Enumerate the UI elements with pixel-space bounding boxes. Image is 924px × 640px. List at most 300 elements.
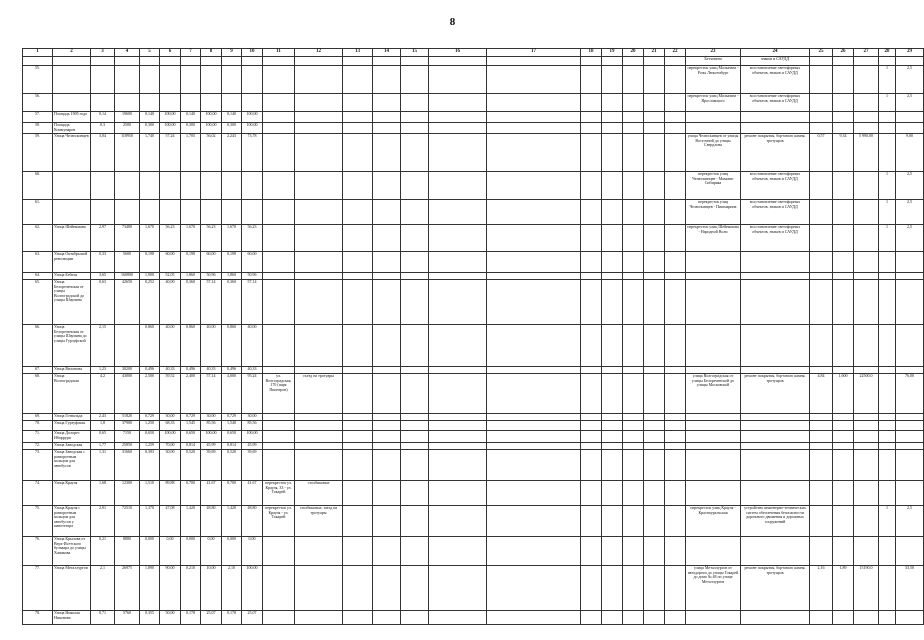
table-cell: [429, 252, 487, 273]
table-cell: 9,34: [833, 134, 854, 172]
table-cell: восстановление светофорных объектов, знаков и САУДД: [741, 94, 810, 112]
table-cell: [91, 57, 115, 66]
table-cell: [429, 443, 487, 450]
table-cell: [833, 225, 854, 252]
table-cell: [295, 172, 343, 200]
table-cell: 70,00: [160, 443, 181, 450]
table-cell: [623, 172, 644, 200]
table-cell: [686, 273, 741, 280]
table-cell: [401, 325, 429, 367]
table-cell: Улица Николая Никонова: [53, 611, 91, 625]
table-cell: [879, 611, 896, 625]
header-cell: 14: [373, 49, 401, 57]
table-cell: [401, 450, 429, 481]
table-cell: 40,00: [160, 325, 181, 367]
header-cell: 1: [23, 49, 53, 57]
table-cell: [91, 94, 115, 112]
header-cell: 16: [429, 49, 487, 57]
table-cell: [686, 443, 741, 450]
table-cell: 0,140: [222, 112, 242, 123]
table-row: [23, 280, 924, 325]
table-cell: [581, 611, 602, 625]
table-cell: [833, 57, 854, 66]
table-cell: 50,00: [160, 611, 181, 625]
table-cell: 0,3: [91, 123, 115, 134]
table-cell: [665, 280, 686, 325]
table-cell: [644, 506, 665, 537]
table-cell: 70.: [23, 421, 53, 431]
table-cell: [581, 414, 602, 421]
page-number: 8: [449, 16, 456, 28]
table-cell: Улица Шейнкмана: [53, 225, 91, 252]
table-cell: 0,198: [140, 252, 160, 273]
table-cell: 1,89: [833, 566, 854, 611]
table-cell: [581, 123, 602, 134]
table-cell: восстановление светофорных объектов, знаков и САУДД: [741, 225, 810, 252]
table-cell: [429, 134, 487, 172]
table-cell: [91, 66, 115, 94]
table-cell: 100,00: [201, 431, 222, 443]
header-cell: 10: [242, 49, 263, 57]
table-cell: [429, 200, 487, 225]
table-row: [23, 450, 924, 481]
table-cell: [295, 252, 343, 273]
table-cell: [810, 443, 833, 450]
table-cell: [487, 280, 581, 325]
table-cell: [665, 537, 686, 566]
table-cell: 1,510: [140, 481, 160, 506]
table-cell: [602, 112, 623, 123]
table-cell: [879, 325, 896, 367]
table-row: [23, 566, 924, 611]
table-cell: [115, 200, 140, 225]
table-cell: [623, 450, 644, 481]
table-cell: Улица Белореченская от улицы Шаумяна до улицы Гурзуфской: [53, 325, 91, 367]
table-cell: [896, 443, 924, 450]
table-cell: [115, 94, 140, 112]
table-cell: [581, 200, 602, 225]
table-cell: 57,24: [160, 134, 181, 172]
table-cell: Улица Металлургов: [53, 566, 91, 611]
table-cell: [429, 421, 487, 431]
table-cell: 0,520: [181, 450, 201, 481]
table-cell: восстановление светофорных объектов, знаков и САУДД: [741, 66, 810, 94]
table-cell: [665, 94, 686, 112]
table-cell: [263, 325, 295, 367]
table-cell: [644, 611, 665, 625]
table-cell: 2,5: [896, 506, 924, 537]
table-cell: [343, 66, 373, 94]
table-cell: [343, 537, 373, 566]
table-cell: [343, 431, 373, 443]
table-cell: [741, 443, 810, 450]
table-cell: [833, 273, 854, 280]
table-cell: Бетховена: [686, 57, 741, 66]
table-cell: [741, 123, 810, 134]
table-cell: 51820: [115, 414, 140, 421]
table-cell: 1: [879, 172, 896, 200]
table-cell: [879, 421, 896, 431]
table-cell: ремонт покрытия, бортового камня, тротуаров: [741, 374, 810, 414]
table-cell: [222, 66, 242, 94]
table-cell: [686, 123, 741, 134]
table-row: [23, 94, 924, 112]
table-cell: [665, 57, 686, 66]
table-cell: [896, 273, 924, 280]
table-cell: 61.: [23, 200, 53, 225]
table-cell: [602, 443, 623, 450]
table-cell: [343, 200, 373, 225]
table-cell: 2500: [115, 123, 140, 134]
table-cell: [623, 134, 644, 172]
table-cell: [665, 325, 686, 367]
table-cell: 100,00: [201, 112, 222, 123]
table-cell: [53, 172, 91, 200]
table-cell: [115, 325, 140, 367]
table-cell: 2,5: [896, 200, 924, 225]
table-cell: [644, 325, 665, 367]
table-cell: [91, 172, 115, 200]
table-cell: [602, 421, 623, 431]
table-cell: [429, 273, 487, 280]
table-cell: [602, 94, 623, 112]
table-row: [23, 506, 924, 537]
table-cell: [581, 112, 602, 123]
table-cell: [487, 611, 581, 625]
table-cell: [741, 280, 810, 325]
table-cell: Площадь Коммунаров: [53, 123, 91, 134]
table-cell: [623, 537, 644, 566]
table-cell: ремонт покрытия, бортового камня, тротуаров: [741, 566, 810, 611]
table-cell: [623, 481, 644, 506]
table-row: [23, 225, 924, 252]
table-cell: [896, 280, 924, 325]
table-cell: [429, 506, 487, 537]
table-cell: [401, 481, 429, 506]
table-cell: [623, 367, 644, 374]
table-cell: 100,00: [160, 123, 181, 134]
table-cell: перекресток улиц Малыгина - Ярославского: [686, 94, 741, 112]
table-cell: перекресток улиц Челюскинцев - Мамина-Сибиряка: [686, 172, 741, 200]
table-cell: 160800: [115, 273, 140, 280]
table-cell: [810, 506, 833, 537]
table-cell: 57,14: [201, 374, 222, 414]
table-cell: [222, 94, 242, 112]
table-cell: [429, 94, 487, 112]
table-cell: 2,5: [896, 94, 924, 112]
table-cell: [263, 431, 295, 443]
table-cell: [373, 225, 401, 252]
table-cell: [295, 450, 343, 481]
table-cell: 1,670: [140, 225, 160, 252]
table-cell: 0,300: [140, 123, 160, 134]
table-cell: [487, 123, 581, 134]
table-cell: [373, 200, 401, 225]
table-cell: 60,00: [160, 252, 181, 273]
table-cell: [741, 273, 810, 280]
table-cell: 55.: [23, 66, 53, 94]
table-cell: [401, 134, 429, 172]
table-cell: [373, 450, 401, 481]
table-cell: [644, 537, 665, 566]
table-cell: [854, 325, 879, 367]
table-cell: [896, 431, 924, 443]
table-cell: знаков и САУДД: [741, 57, 810, 66]
table-cell: [623, 421, 644, 431]
table-cell: 5 990,00: [854, 134, 879, 172]
table-cell: 0,360: [181, 280, 201, 325]
table-cell: устройство инженерно-технических систем обеспечения безопасности дорожного движения и дорожных сооружений: [741, 506, 810, 537]
table-cell: [854, 273, 879, 280]
table-cell: [429, 537, 487, 566]
table-cell: [896, 112, 924, 123]
table-cell: 1,545: [181, 421, 201, 431]
table-cell: 64.: [23, 273, 53, 280]
table-cell: [295, 200, 343, 225]
table-cell: [140, 200, 160, 225]
table-cell: 47,08: [160, 506, 181, 537]
table-cell: [623, 506, 644, 537]
table-cell: 2,15: [91, 325, 115, 367]
table-cell: 31660: [115, 450, 140, 481]
header-cell: 20: [623, 49, 644, 57]
table-cell: [263, 450, 295, 481]
table-cell: [879, 374, 896, 414]
table-cell: [373, 134, 401, 172]
table-row: [23, 112, 924, 123]
table-cell: [623, 94, 644, 112]
table-cell: ул. Волгоградская, 170 (парк Пионеров): [263, 374, 295, 414]
table-cell: [487, 374, 581, 414]
table-cell: перекресток улиц Крауля - Красноуральская: [686, 506, 741, 537]
table-cell: [623, 57, 644, 66]
table-cell: [896, 421, 924, 431]
table-cell: [686, 611, 741, 625]
table-cell: [665, 123, 686, 134]
table-cell: 2,1: [91, 566, 115, 611]
table-cell: [581, 225, 602, 252]
table-cell: [879, 431, 896, 443]
table-cell: [686, 112, 741, 123]
table-cell: [896, 252, 924, 273]
table-cell: [602, 611, 623, 625]
table-cell: [686, 325, 741, 367]
table-row: [23, 134, 924, 172]
table-cell: 1,860: [222, 273, 242, 280]
table-cell: [810, 225, 833, 252]
table-cell: 0,198: [222, 252, 242, 273]
header-cell: 11: [263, 49, 295, 57]
table-cell: 1,23: [91, 367, 115, 374]
table-cell: 1,890: [140, 566, 160, 611]
table-cell: [854, 506, 879, 537]
table-cell: 4,2: [91, 374, 115, 414]
table-cell: [373, 280, 401, 325]
table-cell: [263, 421, 295, 431]
table-cell: [401, 94, 429, 112]
table-cell: 40,00: [160, 280, 181, 325]
table-cell: [401, 112, 429, 123]
table-cell: [487, 421, 581, 431]
table-row: [23, 537, 924, 566]
table-cell: 2,10: [222, 566, 242, 611]
table-cell: 60,00: [201, 252, 222, 273]
table-cell: 0,860: [140, 325, 160, 367]
table-cell: [373, 481, 401, 506]
table-cell: 0,355: [140, 611, 160, 625]
table-cell: 71.: [23, 431, 53, 443]
table-cell: 0,00: [160, 537, 181, 566]
table-cell: [429, 123, 487, 134]
table-cell: [810, 421, 833, 431]
table-cell: [401, 367, 429, 374]
table-cell: 60,00: [242, 252, 263, 273]
table-cell: 0,300: [222, 123, 242, 134]
table-cell: [295, 66, 343, 94]
table-cell: столбиковые, заезд на тротуары: [295, 506, 343, 537]
table-cell: [623, 566, 644, 611]
header-cell: 21: [644, 49, 665, 57]
table-cell: 0,000: [140, 537, 160, 566]
table-row: [23, 66, 924, 94]
table-cell: [879, 537, 896, 566]
table-cell: 40,33: [160, 367, 181, 374]
table-cell: [295, 414, 343, 421]
table-cell: 67.: [23, 367, 53, 374]
table-cell: 0,65: [91, 431, 115, 443]
table-cell: [879, 273, 896, 280]
table-cell: [879, 414, 896, 421]
table-cell: [833, 252, 854, 273]
table-cell: [263, 112, 295, 123]
table-cell: 30,00: [160, 450, 181, 481]
table-cell: [602, 172, 623, 200]
table-cell: 10,00: [201, 566, 222, 611]
table-cell: [581, 421, 602, 431]
table-cell: [295, 421, 343, 431]
table-cell: 39,69: [201, 450, 222, 481]
table-row: [23, 252, 924, 273]
table-cell: [854, 450, 879, 481]
table-cell: [160, 172, 181, 200]
table-cell: [581, 374, 602, 414]
table-cell: [644, 252, 665, 273]
table-cell: [810, 66, 833, 94]
table-cell: [429, 325, 487, 367]
table-cell: [487, 367, 581, 374]
table-cell: [810, 200, 833, 225]
table-cell: [487, 134, 581, 172]
table-cell: [810, 94, 833, 112]
table-cell: [160, 94, 181, 112]
table-cell: [665, 367, 686, 374]
table-cell: [602, 66, 623, 94]
table-cell: [343, 414, 373, 421]
table-cell: [343, 506, 373, 537]
table-cell: [644, 481, 665, 506]
table-cell: [487, 506, 581, 537]
table-cell: [487, 66, 581, 94]
table-cell: Улица Заводская: [53, 443, 91, 450]
table-cell: 0,210: [181, 566, 201, 611]
table-cell: [343, 252, 373, 273]
table-cell: Улица Вилонова: [53, 367, 91, 374]
header-cell: 27: [854, 49, 879, 57]
table-cell: [201, 66, 222, 94]
table-cell: [429, 414, 487, 421]
table-cell: [602, 537, 623, 566]
table-cell: 1,900: [140, 273, 160, 280]
table-cell: 0,729: [222, 414, 242, 421]
table-cell: 1,68: [91, 481, 115, 506]
table-cell: 0,198: [181, 252, 201, 273]
table-cell: [263, 134, 295, 172]
table-cell: 40,00: [201, 325, 222, 367]
table-cell: [140, 66, 160, 94]
table-cell: 0,814: [222, 443, 242, 450]
table-cell: [295, 431, 343, 443]
table-cell: 1,370: [140, 506, 160, 537]
table-cell: [665, 450, 686, 481]
table-cell: [665, 506, 686, 537]
table-cell: 0,729: [140, 414, 160, 421]
table-cell: [602, 506, 623, 537]
table-cell: 100,00: [242, 123, 263, 134]
table-cell: 59.: [23, 134, 53, 172]
table-cell: [623, 200, 644, 225]
table-cell: [373, 537, 401, 566]
table-cell: [53, 94, 91, 112]
table-cell: 3,04: [91, 134, 115, 172]
table-cell: ремонт покрытия, бортового камня, тротуаров: [741, 134, 810, 172]
table-cell: 68,33: [160, 421, 181, 431]
table-cell: [295, 273, 343, 280]
table-cell: [373, 273, 401, 280]
table-cell: [602, 374, 623, 414]
table-cell: [623, 431, 644, 443]
table-cell: 42650: [115, 280, 140, 325]
table-cell: восстановление светофорных объектов, знаков и САУДД: [741, 172, 810, 200]
table-cell: [201, 200, 222, 225]
table-cell: [401, 66, 429, 94]
table-cell: 59,52: [160, 374, 181, 414]
table-cell: [686, 537, 741, 566]
table-cell: [644, 123, 665, 134]
table-cell: 4,000: [222, 374, 242, 414]
table-cell: 2,5: [896, 225, 924, 252]
table-row: [23, 374, 924, 414]
table-cell: [879, 123, 896, 134]
table-cell: [373, 252, 401, 273]
table-cell: [343, 374, 373, 414]
table-cell: [263, 66, 295, 94]
table-cell: 1: [879, 66, 896, 94]
table-cell: 78.: [23, 611, 53, 625]
table-cell: 0,729: [181, 414, 201, 421]
table-cell: [665, 225, 686, 252]
table-cell: съезд на тротуары: [295, 374, 343, 414]
table-cell: [854, 57, 879, 66]
table-cell: 2,400: [181, 374, 201, 414]
table-cell: [581, 443, 602, 450]
header-cell: 25: [810, 49, 833, 57]
table-cell: [602, 225, 623, 252]
table-cell: 1,705: [181, 134, 201, 172]
table-cell: [295, 443, 343, 450]
table-row: [23, 414, 924, 421]
table-cell: [741, 414, 810, 421]
table-cell: 0,496: [181, 367, 201, 374]
